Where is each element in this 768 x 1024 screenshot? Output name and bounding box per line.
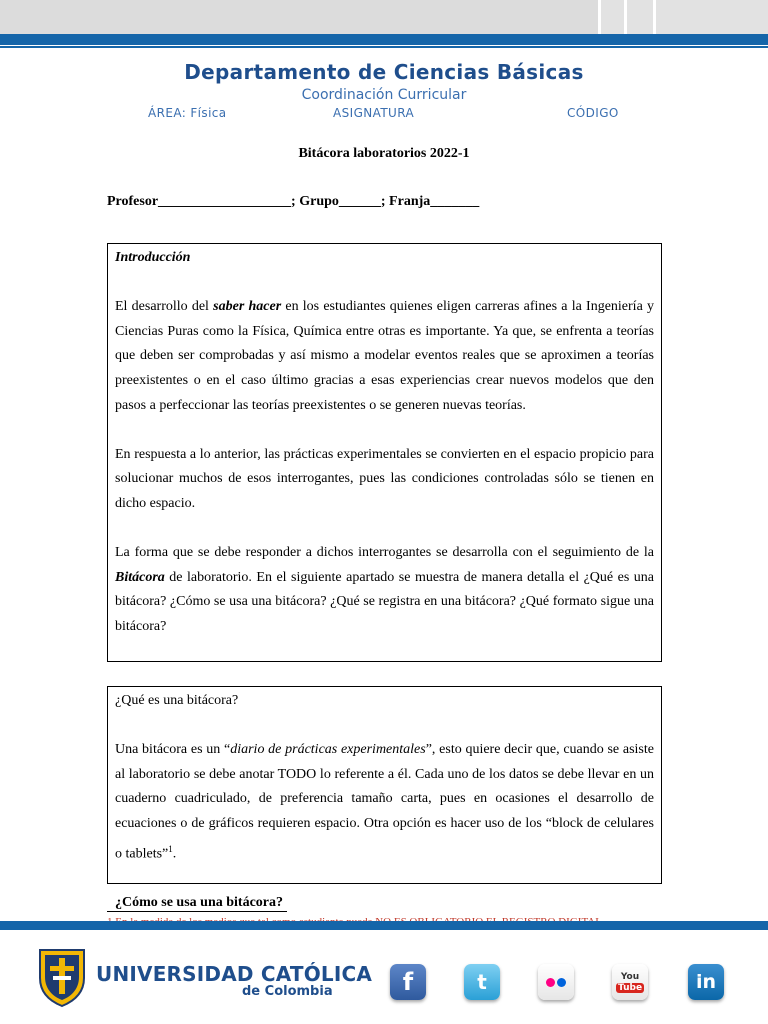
flickr-icon[interactable] bbox=[538, 964, 574, 1000]
coordination-subtitle: Coordinación Curricular bbox=[301, 87, 467, 103]
professor-group-line: Profesor___________________; Grupo______; Franja_______ bbox=[107, 194, 480, 209]
document-title: Bitácora laboratorios 2022-1 bbox=[298, 146, 470, 161]
what-is-box bbox=[107, 686, 662, 911]
header-blue-bar bbox=[0, 34, 768, 45]
university-shield-icon bbox=[36, 946, 88, 1008]
how-to-use-heading: ¿Cómo se usa una bitácora? bbox=[115, 895, 284, 911]
code-label: CÓDIGO bbox=[567, 106, 619, 120]
twitter-icon[interactable]: t bbox=[464, 964, 500, 1000]
youtube-icon[interactable]: You Tube bbox=[612, 964, 648, 1000]
header-tab bbox=[624, 0, 653, 34]
facebook-icon[interactable]: f bbox=[390, 964, 426, 1000]
what-is-paragraph: Una bitácora es un “diario de prácticas experimentales”, esto quiere decir que, cuando se asiste al laboratorio se debe anotar TODO lo referente a él. Cada uno de los datos se debe llevar en un cuaderno cuadriculado, de preferencia tamaño carta, pues en ocasiones el desarrollo de ecuaciones o de gráficos requieren espacio. Otra opción es hacer uso de los “block de celulares o tablets”$^1$. bbox=[115, 742, 654, 862]
header-blue-line bbox=[0, 46, 768, 48]
introduction-paragraph-1: El desarrollo del saber hacer en los estudiantes quienes eligen carreras afines a la Ingeniería y Ciencias Puras como la Física, Química entre otras es importante. Ya que, se enfrenta a teorías que deben ser comprobadas y así mismo a modelar eventos reales que se aproximen a teorías preexistentes o en el caso último gracias a esas experiencias crear nuevos modelos que den pasos a perfeccionar las teorías preexistentes o se generen nuevas teorías. bbox=[115, 299, 654, 413]
subject-label: ASIGNATURA bbox=[333, 106, 415, 120]
area-label: ÁREA: Física bbox=[148, 106, 227, 120]
header-tab bbox=[653, 0, 768, 34]
introduction-paragraph-3: La forma que se debe responder a dichos interrogantes se desarrolla con el seguimiento de la Bitácora de laboratorio. En el siguiente apartado se muestra de manera detalla el ¿Qué es una bitácora? ¿Cómo se usa una bitácora? ¿Qué se registra en una bitácora? ¿Qué formato sigue una bitácora? bbox=[115, 545, 654, 634]
what-is-question: ¿Qué es una bitácora? bbox=[115, 693, 239, 708]
header-tab bbox=[598, 0, 624, 34]
university-subtitle: de Colombia bbox=[242, 984, 333, 999]
footnote-rule bbox=[107, 911, 287, 912]
university-name: UNIVERSIDAD CATÓLICA bbox=[96, 962, 373, 986]
footer-blue-bar bbox=[0, 921, 768, 930]
introduction-box bbox=[107, 243, 662, 662]
introduction-heading: Introducción bbox=[115, 250, 191, 265]
linkedin-icon[interactable]: in bbox=[688, 964, 724, 1000]
footnote-ref[interactable]: 1 bbox=[168, 843, 173, 854]
introduction-paragraph-2: En respuesta a lo anterior, las prácticas experimentales se convierten en el espacio propicio para solucionar muchos de esos interrogantes, pues las condiciones controladas sólo se tienen en dicho espacio. bbox=[115, 446, 654, 511]
department-title: Departamento de Ciencias Básicas bbox=[184, 60, 584, 84]
